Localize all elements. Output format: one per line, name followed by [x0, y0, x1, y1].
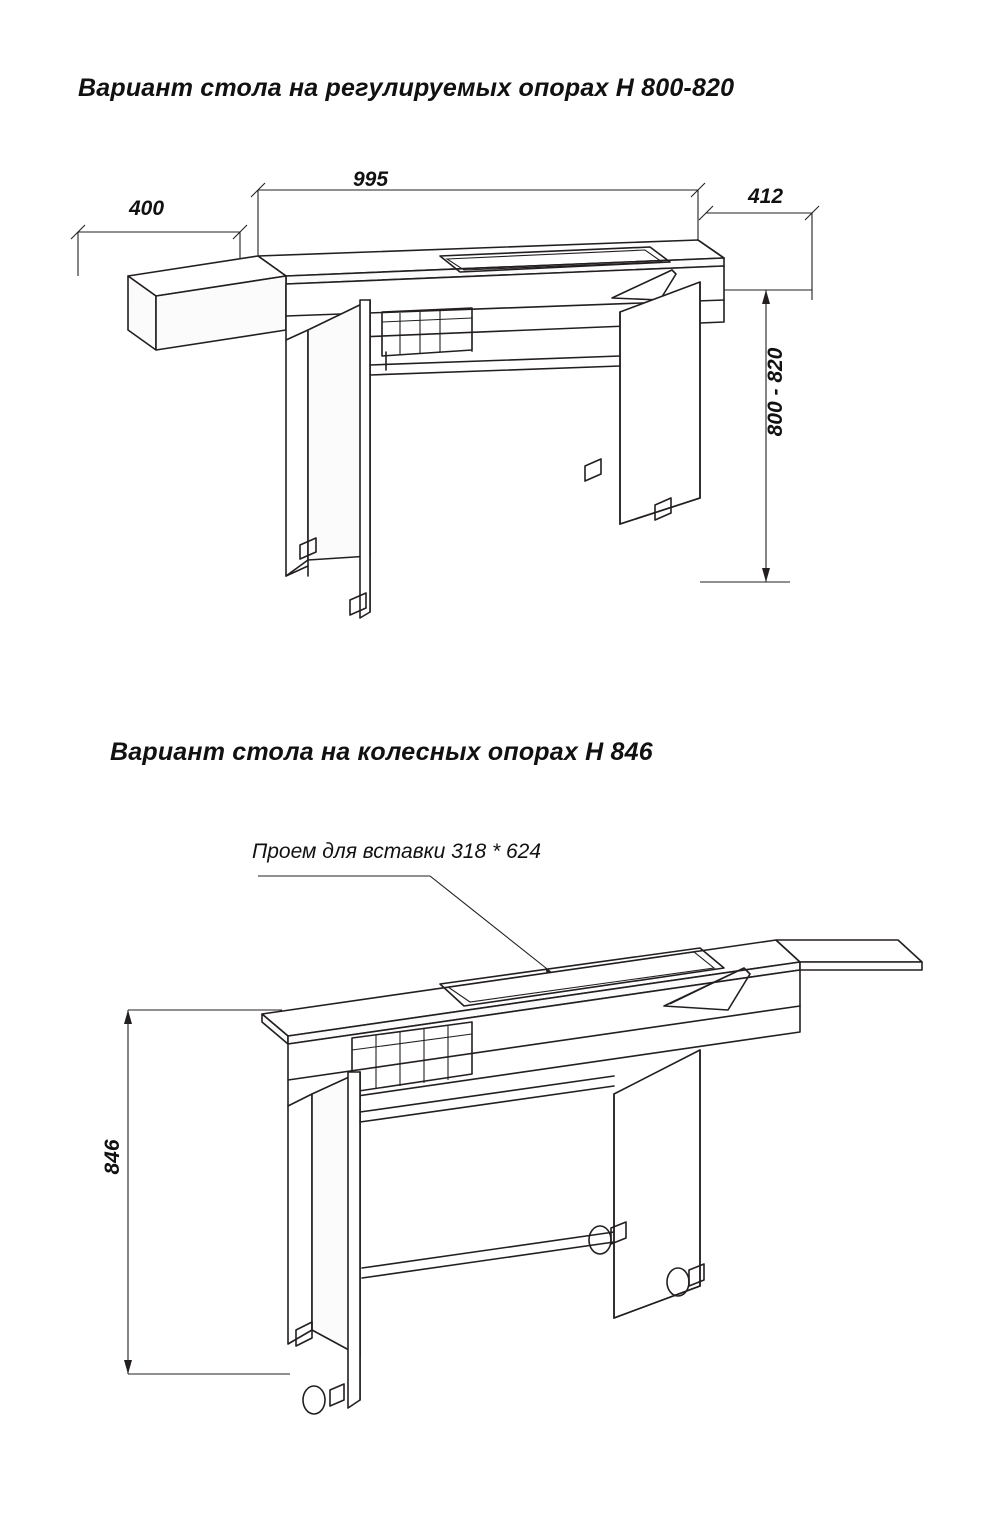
- dimension-label-depth: 412: [748, 185, 784, 208]
- top-view-geometry: [71, 183, 819, 618]
- top-view-title: Вариант стола на регулируемых опорах H 800-820: [78, 74, 735, 102]
- bottom-view-geometry: [124, 876, 922, 1414]
- top-view-dimension-lines: [71, 183, 819, 582]
- insert-opening-note: Проем для вставки 318 * 624: [252, 840, 541, 863]
- dimension-label-height-casters: 846: [101, 1139, 124, 1175]
- dimension-label-width-leaf: 400: [129, 197, 165, 220]
- dimension-label-width-main: 995: [353, 168, 389, 191]
- dimension-label-height-adjustable: 800 - 820: [764, 347, 787, 437]
- bottom-view-title: Вариант стола на колесных опорах H 846: [110, 738, 653, 766]
- bottom-view-dimension-lines: [124, 1010, 290, 1374]
